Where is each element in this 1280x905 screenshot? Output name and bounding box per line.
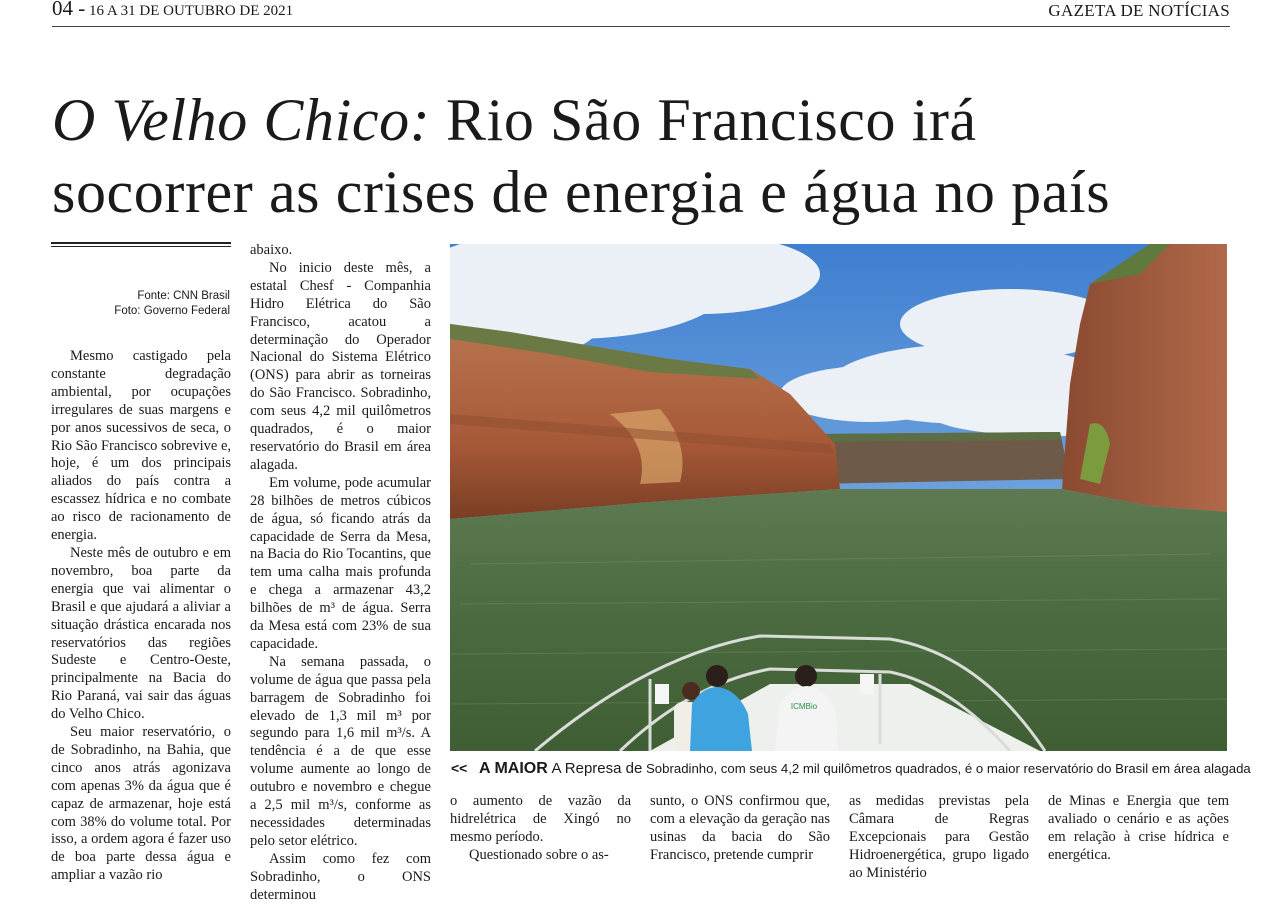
source-credit: Fonte: CNN Brasil bbox=[137, 290, 230, 302]
paragraph: No inicio deste mês, a estatal Chesf - Companhia Hidro Elétrica do São Francisco, acatou a determinação do Operador Nacional do Sistema Elétrico (ONS) para abrir as torneiras do São Francisco. Sobradinho, com seus 4,2 mil quilômetros quadrados, é o maior reservatório do Brasil em área alagada. bbox=[250, 259, 431, 473]
headline-kicker: O Velho Chico: bbox=[52, 87, 431, 153]
paragraph: sunto, o ONS confirmou que, com a elevação da geração nas usinas da bacia do São Francisco, pretende cumprir bbox=[650, 793, 830, 863]
paragraph: Mesmo castigado pela constante degradação ambiental, por ocupações irregulares de suas margens e por anos sucessivos de seca, o Rio São Francisco sobrevive e, hoje, é um dos principais aliados do país contra a escassez hídrica e no combate ao risco de racionamento de energia. bbox=[51, 348, 232, 544]
paragraph: de Minas e Energia que tem avaliado o cenário e as ações em relação à crise hídrica e energética. bbox=[1048, 793, 1229, 863]
article-column-6 bbox=[1048, 793, 1229, 865]
publication-name: GAZETA DE NOTÍCIAS bbox=[1048, 1, 1230, 20]
double-rule-divider bbox=[51, 242, 231, 247]
headline-line1: Rio São Francisco irá bbox=[430, 87, 977, 153]
paragraph: abaixo. bbox=[250, 242, 293, 258]
paragraph: Em volume, pode acumular 28 bilhões de metros cúbicos de água, só ficando atrás da capacidade de Serra da Mesa, na Bacia do Rio Tocantins, que tem uma calha mais profunda e chega a armazenar 43,2 bilhões de m³ de água. Serra da Mesa está com 23% de sua capacidade. bbox=[250, 474, 431, 652]
article-headline bbox=[52, 84, 1242, 228]
page-header bbox=[52, 0, 1230, 27]
caption-arrow: << bbox=[451, 760, 468, 776]
caption-text: Sobradinho, com seus 4,2 mil quilômetros quadrados, é o maior reservatório do Brasil em área alagada bbox=[646, 761, 1251, 776]
boat-logo-text: ICMBio bbox=[790, 702, 818, 711]
article-credits bbox=[52, 289, 230, 319]
paragraph: as medidas previstas pela Câmara de Regras Excepcionais para Gestão Hidroenergética, grupo ligado ao Ministério bbox=[849, 793, 1029, 881]
article-column-5 bbox=[849, 793, 1029, 883]
reservoir-photo bbox=[450, 244, 1227, 751]
canyon-boat-illustration bbox=[450, 244, 1227, 751]
paragraph: o aumento de vazão da hidrelétrica de Xingó no mesmo período. bbox=[450, 793, 631, 845]
paragraph: Na semana passada, o volume de água que passa pela barragem de Sobradinho foi elevado de 1,3 mil m³ por segundo para 1,6 mil m³/s. A tendência é a de que esse volume aumente ao longo de outubro e novembro e chegue a 2,5 mil m³/s, conforme as necessidades determinadas pelo setor elétrico. bbox=[250, 653, 431, 849]
header-date-line bbox=[52, 0, 293, 21]
article-column-1 bbox=[51, 348, 231, 885]
paragraph: Assim como fez com Sobradinho, o ONS determinou bbox=[250, 850, 431, 903]
article-column-3 bbox=[450, 793, 631, 865]
paragraph: Questionado sobre o as- bbox=[469, 846, 609, 863]
article-column-2 bbox=[250, 242, 431, 905]
caption-lead: A Represa de bbox=[551, 760, 643, 777]
caption-title: A MAIOR bbox=[479, 760, 548, 777]
photo-caption bbox=[451, 760, 1251, 778]
photo-credit: Foto: Governo Federal bbox=[114, 305, 230, 317]
page-number: 04 - bbox=[52, 0, 86, 20]
paragraph: Neste mês de outubro e em novembro, boa parte da energia que vai alimentar o Brasil e que ajudará a aliviar a situação drástica encarada nos reservatórios das regiões Sudeste e Centro-Oeste, principalmente na Bacia do Rio Paraná, vai sair das águas do Velho Chico. bbox=[51, 544, 231, 723]
issue-date: 16 A 31 DE OUTUBRO DE 2021 bbox=[89, 3, 294, 19]
paragraph: Seu maior reservatório, o de Sobradinho, na Bahia, que cinco anos atrás agonizava com apenas 3% da água que é capaz de armazenar, hoje está com 38% do volume total. Por isso, a ordem agora é fazer uso de boa parte dessa água e ampliar a vazão rio bbox=[51, 724, 231, 884]
article-column-4 bbox=[650, 793, 830, 865]
headline-line2: socorrer as crises de energia e água no país bbox=[52, 159, 1111, 225]
